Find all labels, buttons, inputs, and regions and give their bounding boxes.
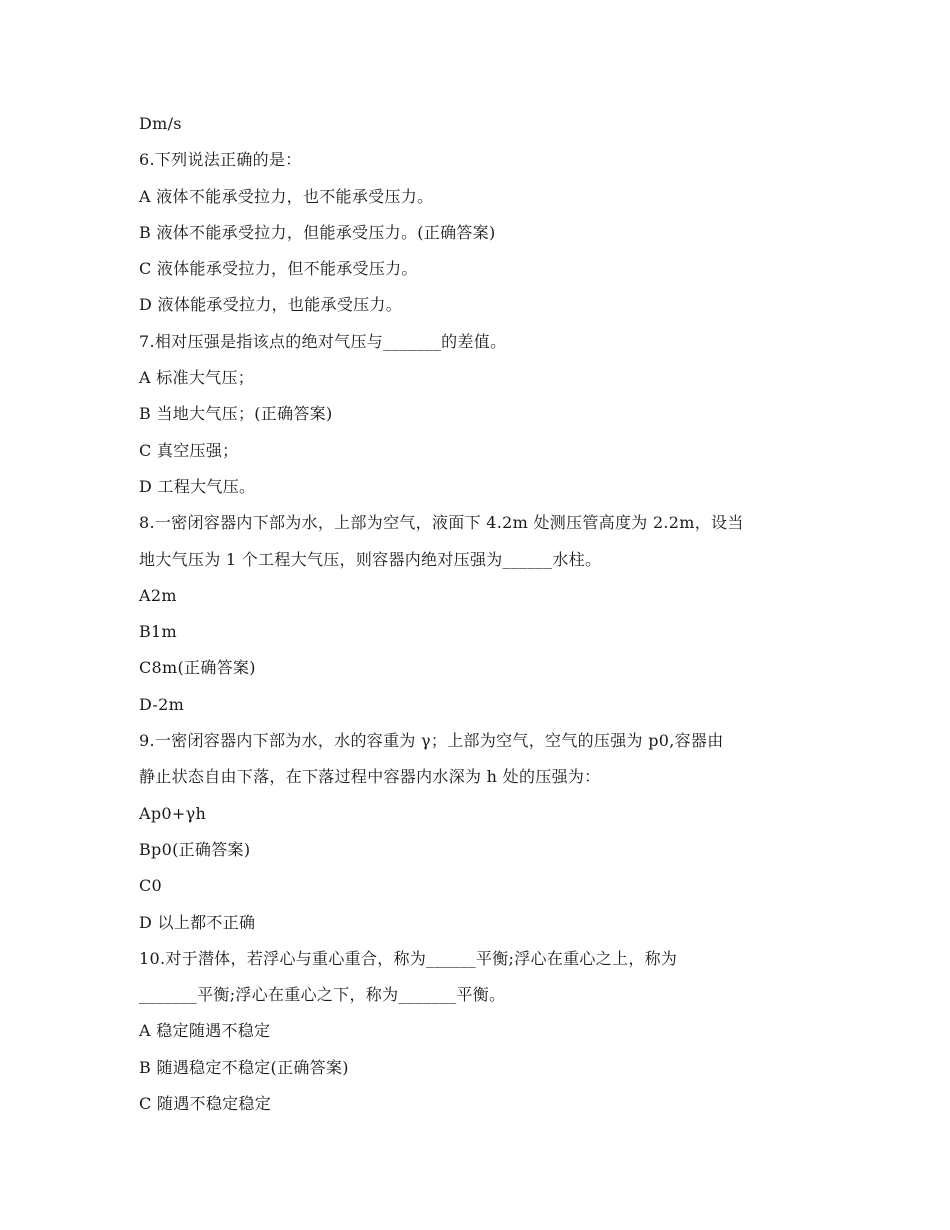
answer-option-c: C 真空压强； — [139, 440, 239, 460]
answer-option-b: B 随遇稳定不稳定(正确答案) — [139, 1057, 349, 1077]
answer-option-d: Dm/s — [139, 114, 182, 133]
question-8-continued: 地大气压为 1 个工程大气压，则容器内绝对压强为______水柱。 — [139, 549, 602, 569]
answer-option-a: A2m — [139, 585, 177, 605]
question-10-continued: _______平衡;浮心在重心之下，称为_______平衡。 — [139, 985, 506, 1005]
answer-option-c: C8m(正确答案) — [139, 658, 256, 678]
answer-option-d: D 以上都不正确 — [139, 912, 256, 932]
answer-option-b: B1m — [139, 622, 178, 642]
answer-option-c: C 液体能承受拉力，但不能承受压力。 — [139, 259, 418, 279]
answer-option-b: Bp0(正确答案) — [139, 839, 251, 859]
question-9-continued: 静止状态自由下落，在下落过程中容器内水深为 h 处的压强为： — [139, 767, 601, 787]
question-10: 10.对于潜体，若浮心与重心重合，称为______平衡;浮心在重心之上，称为 — [139, 948, 678, 968]
answer-option-d: D-2m — [139, 694, 185, 714]
answer-option-a: A 稳定随遇不稳定 — [139, 1021, 271, 1041]
question-9: 9.一密闭容器内下部为水，水的容重为 γ；上部为空气，空气的压强为 p0,容器由 — [139, 731, 724, 751]
answer-option-b: B 液体不能承受拉力，但能承受压力。(正确答案) — [139, 222, 496, 242]
answer-option-a: Ap0+γh — [139, 803, 207, 823]
question-7: 7.相对压强是指该点的绝对气压与_______的差值。 — [139, 331, 507, 351]
question-6: 6.下列说法正确的是： — [139, 150, 302, 170]
answer-option-c: C 随遇不稳定稳定 — [139, 1094, 272, 1114]
answer-option-b: B 当地大气压；(正确答案) — [139, 404, 333, 424]
question-8: 8.一密闭容器内下部为水，上部为空气，液面下 4.2m 处测压管高度为 2.2m，设当 — [139, 513, 744, 533]
document-body — [139, 106, 819, 1122]
answer-option-d: D 液体能承受拉力，也能承受压力。 — [139, 295, 403, 315]
answer-option-d: D 工程大气压。 — [139, 476, 256, 496]
answer-option-a: A 标准大气压； — [139, 368, 255, 388]
answer-option-a: A 液体不能承受拉力，也不能承受压力。 — [139, 186, 434, 206]
answer-option-c: C0 — [139, 876, 163, 896]
